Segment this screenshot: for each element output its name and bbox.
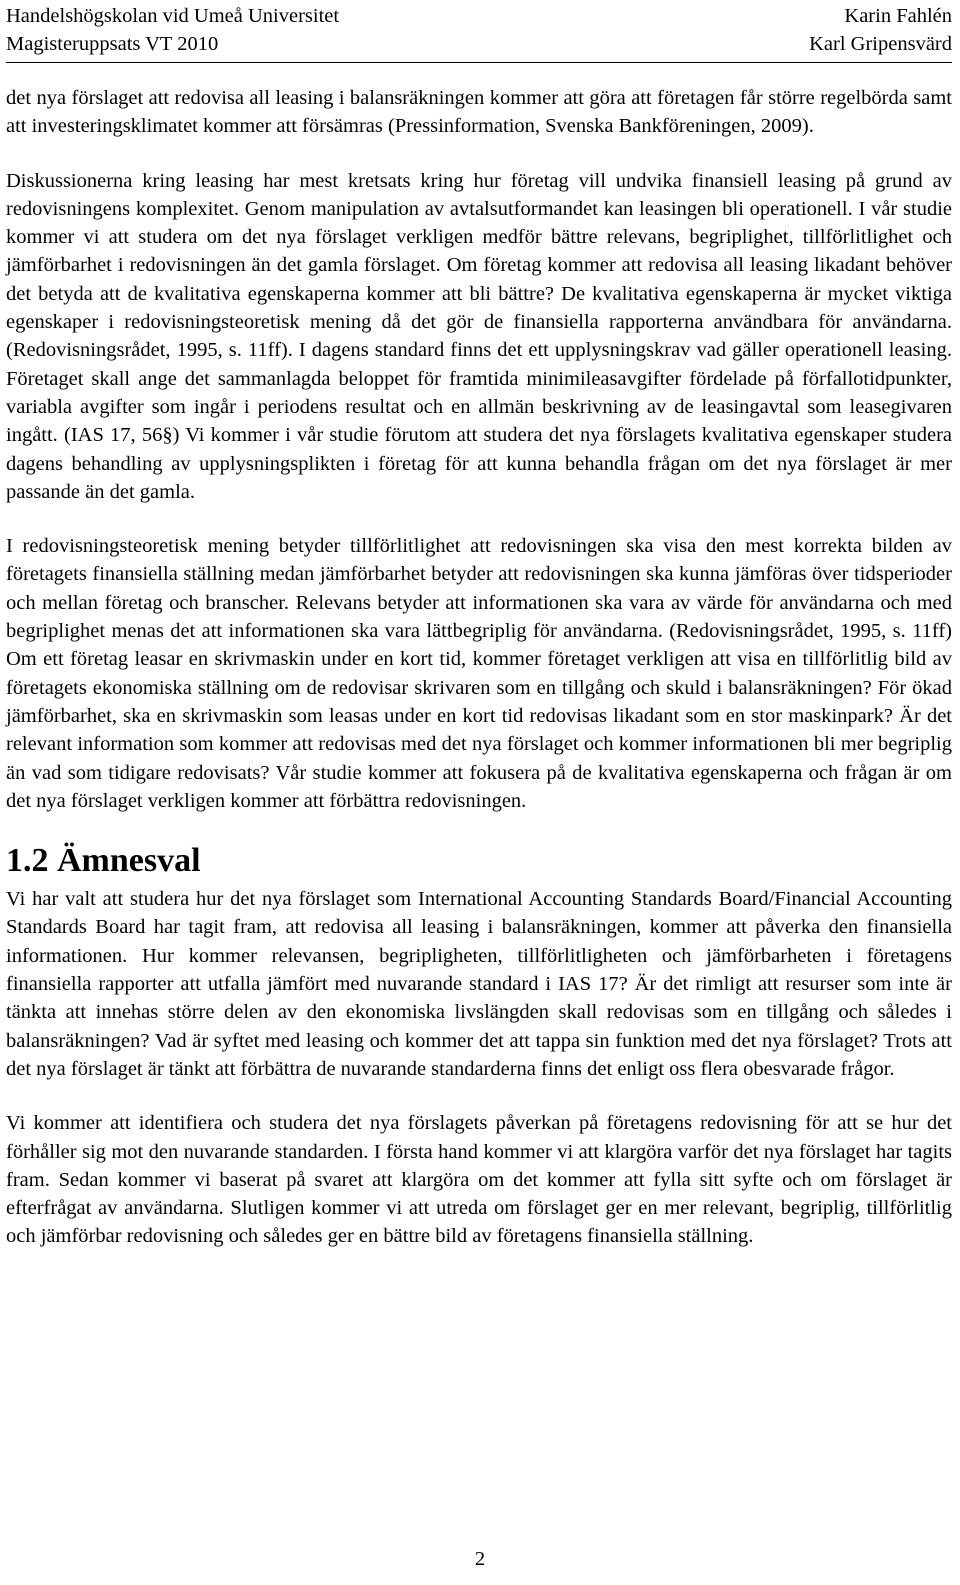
- document-body: [6, 84, 952, 1251]
- paragraph-discussion: Diskussionerna kring leasing har mest kretsats kring hur företag vill undvika finansiell leasing på grund av redovisningens komplexitet. Genom manipulation av avtalsutformandet kan leasingen bli operationell. I vår studie kommer vi att studera om det nya förslaget verkligen medför bättre relevans, begriplighet, tillförlitlighet och jämförbarhet i redovisningen än det gamla förslaget. Om företag kommer att redovisa all leasing likadant behöver det betyda att de kvalitativa egenskaperna kommer att bli bättre? De kvalitativa egenskaperna är mycket viktiga egenskaper i redovisningsteoretisk mening då det gör de finansiella rapporterna användbara för användarna. (Redovisningsrådet, 1995, s. 11ff). I dagens standard finns det ett upplysningskrav vad gäller operationell leasing. Företaget skall ange det sammanlagda beloppet för framtida minimileasavgifter fördelade på förfallotidpunkter, variabla avgifter som ingår i periodens resultat och en allmän beskrivning av de leasingavtal som leasegivaren ingått. (IAS 17, 56§) Vi kommer i vår studie förutom att studera det nya förslagets kvalitativa egenskaper studera dagens behandling av upplysningsplikten i företag för att kunna behandla frågan om det nya förslaget är mer passande än det gamla.: [6, 169, 952, 503]
- paragraph-accounting-theory: I redovisningsteoretisk mening betyder tillförlitlighet att redovisningen ska visa den mest korrekta bilden av företagets finansiella ställning medan jämförbarhet betyder att redovisningen ska kunna jämföras över tidsperioder och mellan företag och branscher. Relevans betyder att informationen ska vara av värde för användarna och med begriplighet menas det att informationen ska vara lättbegriplig för användarna. (Redovisningsrådet, 1995, s. 11ff) Om ett företag leasar en skrivmaskin under en kort tid, kommer företaget verkligen att visa en tillförlitlig bild av företagets ekonomiska ställning om de redovisar skrivaren som en tillgång och skuld i balansräkningen? För ökad jämförbarhet, ska en skrivmaskin som leasas under en kort tid redovisas likadant som en stor maskinpark? Är det relevant information som kommer att redovisas med det nya förslaget och kommer informationen bli mer begriplig än vad som tidigare redovisats? Vår studie kommer att fokusera på de kvalitativa egenskaperna och frågan är om det nya förslaget verkligen kommer att förbättra redovisningen.: [6, 535, 952, 812]
- paragraph-continued: det nya förslaget att redovisa all leasing i balansräkningen kommer att göra att företagen får större regelbörda samt att investeringsklimatet kommer att försämras (Pressinformation, Svenska Bankföreningen, 2009).: [6, 87, 952, 138]
- header-author-2: Karl Gripensvärd: [809, 33, 952, 55]
- section-title: Ämnesval: [57, 842, 201, 880]
- section-number: 1.2: [6, 842, 49, 880]
- header-row-2: [6, 30, 952, 58]
- header-thesis-type: Magisteruppsats VT 2010: [6, 33, 219, 55]
- page-header: [6, 2, 952, 63]
- paragraph-subject-choice: Vi har valt att studera hur det nya förslaget som International Accounting Standards Board/Financial Accounting Standards Board har tagit fram, att redovisa all leasing i balansräkningen, kommer att påverka den finansiella informationen. Hur kommer relevansen, begripligheten, tillförlitligheten och jämförbarheten i företagens finansiella rapporter att utfalla jämfört med nuvarande standard i IAS 17? Är det rimligt att resurser som inte är tänkta att innehas större delen av den ekonomiska livslängden skall redovisas som en tillgång och således i balansräkningen? Vad är syftet med leasing och kommer det att tappa sin funktion med det nya förslaget? Trots att det nya förslaget är tänkt att förbättra de nuvarande standarderna finns det enligt oss flera obesvarade frågor.: [6, 888, 952, 1080]
- section-heading: [6, 841, 952, 881]
- header-author-1: Karin Fahlén: [844, 5, 952, 27]
- page-number: 2: [474, 1548, 486, 1570]
- header-university: Handelshögskolan vid Umeå Universitet: [6, 5, 340, 27]
- header-row-1: [6, 2, 952, 30]
- paragraph-identify-study: Vi kommer att identifiera och studera det nya förslagets påverkan på företagens redovisning för att se hur det förhåller sig mot den nuvarande standarden. I första hand kommer vi att klargöra varför det nya förslaget har tagits fram. Sedan kommer vi baserat på svaret att klargöra om det kommer att fylla sitt syfte och om förslaget är efterfrågat av användarna. Slutligen kommer vi att utreda om förslaget ger en mer relevant, begriplig, tillförlitlig och jämförbar redovisning och således ger en bättre bild av företagens finansiella ställning.: [6, 1112, 952, 1248]
